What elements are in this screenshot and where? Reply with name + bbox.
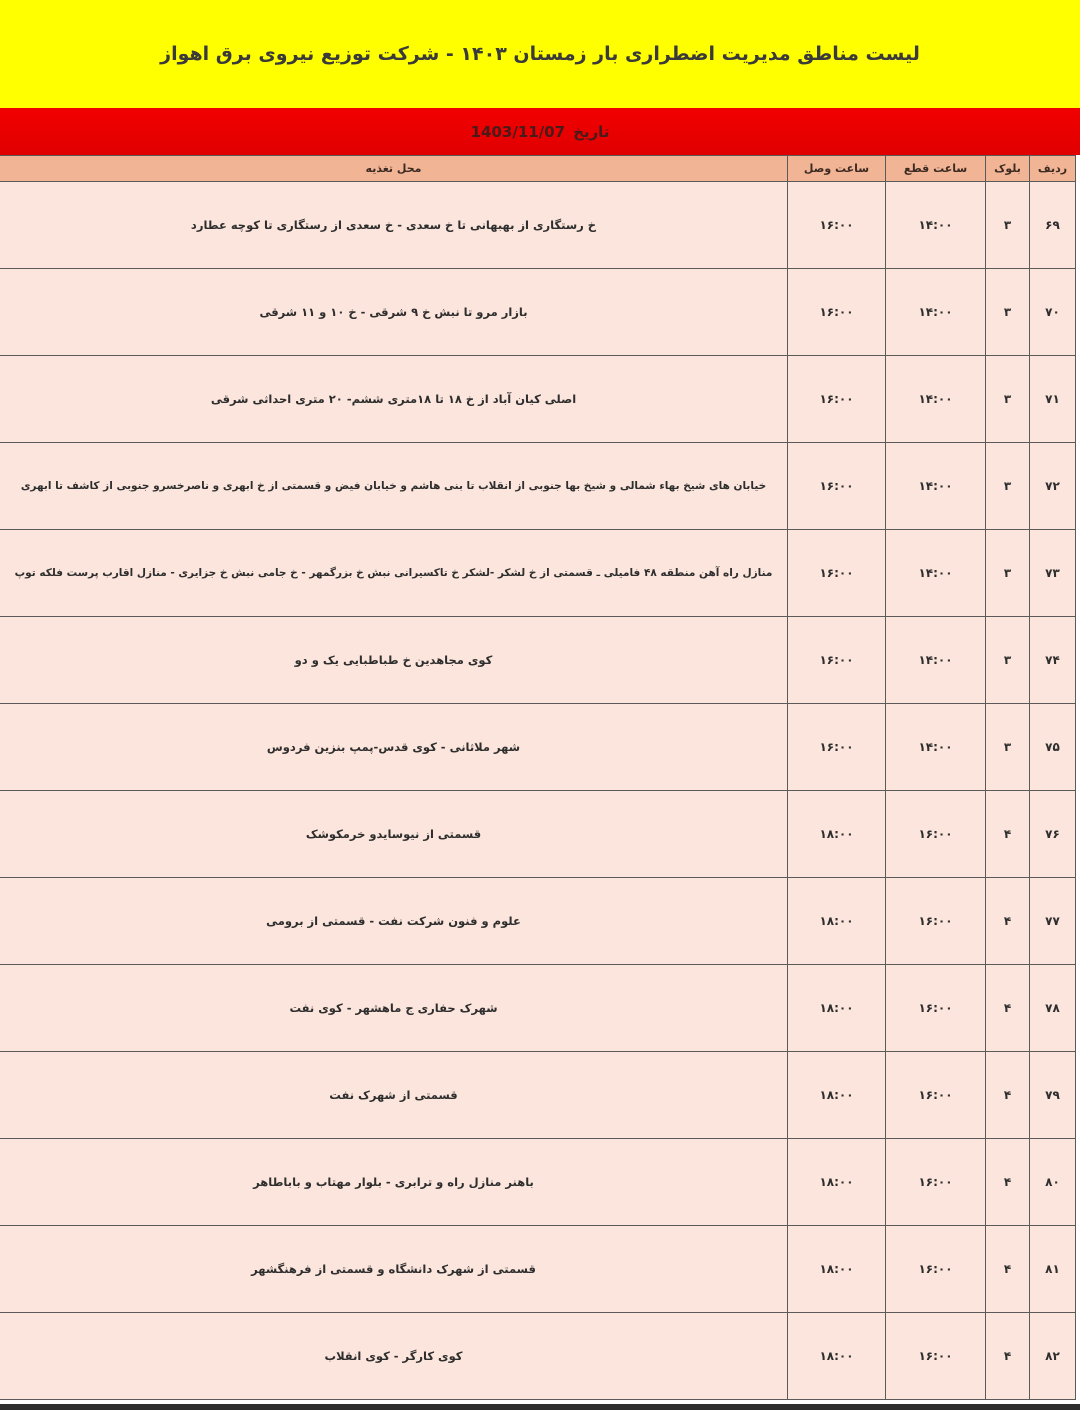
row-number-cell: ۷۲ — [1030, 443, 1076, 530]
cut-time-cell: ۱۶:۰۰ — [886, 1313, 986, 1400]
table-row — [0, 965, 1076, 1052]
page-title: لیست مناطق مدیریت اضطراری بار زمستان ۱۴۰۳ - شرکت توزیع نیروی برق اهواز — [160, 43, 920, 65]
block-cell: ۴ — [986, 1313, 1030, 1400]
block-cell: ۳ — [986, 182, 1030, 269]
table-row — [0, 1226, 1076, 1313]
table-row — [0, 1313, 1076, 1400]
location-cell: شهر ملاثانی - کوی قدس-پمپ بنزین فردوس — [0, 704, 788, 791]
row-number-cell: ۷۱ — [1030, 356, 1076, 443]
location-cell: خیابان های شیخ بهاء شمالی و شیخ بها جنوبی از انقلاب تا بنی هاشم و خیابان فیض و قسمتی از خ ابهری و ناصرخسرو جنوبی از کاشف تا ابهری — [0, 443, 788, 530]
row-number-cell: ۷۷ — [1030, 878, 1076, 965]
row-number-cell: ۷۸ — [1030, 965, 1076, 1052]
column-header-row-number: ردیف — [1030, 156, 1076, 182]
connect-time-cell: ۱۶:۰۰ — [788, 704, 886, 791]
connect-time-cell: ۱۶:۰۰ — [788, 356, 886, 443]
cut-time-cell: ۱۴:۰۰ — [886, 356, 986, 443]
location-cell: باهنر منازل راه و ترابری - بلوار مهتاب و باباطاهر — [0, 1139, 788, 1226]
date-label: تاریخ — [573, 122, 610, 141]
table-row — [0, 1139, 1076, 1226]
block-cell: ۴ — [986, 1226, 1030, 1313]
table-row — [0, 617, 1076, 704]
location-cell: کوی مجاهدین خ طباطبایی یک و دو — [0, 617, 788, 704]
location-cell: علوم و فنون شرکت نفت - قسمتی از برومی — [0, 878, 788, 965]
row-number-cell: ۷۰ — [1030, 269, 1076, 356]
cut-time-cell: ۱۶:۰۰ — [886, 878, 986, 965]
column-header-block: بلوک — [986, 156, 1030, 182]
block-cell: ۴ — [986, 878, 1030, 965]
cut-time-cell: ۱۴:۰۰ — [886, 443, 986, 530]
block-cell: ۳ — [986, 704, 1030, 791]
table-row — [0, 443, 1076, 530]
outage-table — [0, 155, 1076, 1400]
cut-time-cell: ۱۶:۰۰ — [886, 1139, 986, 1226]
table-header-row — [0, 156, 1076, 182]
connect-time-cell: ۱۶:۰۰ — [788, 617, 886, 704]
block-cell: ۳ — [986, 443, 1030, 530]
location-cell: قسمتی از نیوسایدو خرمکوشک — [0, 791, 788, 878]
cut-time-cell: ۱۴:۰۰ — [886, 269, 986, 356]
connect-time-cell: ۱۸:۰۰ — [788, 1052, 886, 1139]
row-number-cell: ۶۹ — [1030, 182, 1076, 269]
cut-time-cell: ۱۶:۰۰ — [886, 965, 986, 1052]
table-row — [0, 530, 1076, 617]
row-number-cell: ۷۴ — [1030, 617, 1076, 704]
connect-time-cell: ۱۸:۰۰ — [788, 1226, 886, 1313]
cut-time-cell: ۱۶:۰۰ — [886, 1226, 986, 1313]
table-row — [0, 269, 1076, 356]
title-banner — [0, 0, 1080, 108]
cut-time-cell: ۱۴:۰۰ — [886, 182, 986, 269]
table-row — [0, 1052, 1076, 1139]
row-number-cell: ۸۱ — [1030, 1226, 1076, 1313]
connect-time-cell: ۱۸:۰۰ — [788, 878, 886, 965]
bottom-divider — [0, 1404, 1080, 1410]
cut-time-cell: ۱۶:۰۰ — [886, 791, 986, 878]
location-cell: قسمتی از شهرک دانشگاه و قسمتی از فرهنگشهر — [0, 1226, 788, 1313]
cut-time-cell: ۱۴:۰۰ — [886, 530, 986, 617]
table-row — [0, 356, 1076, 443]
column-header-location: محل تغذیه — [0, 156, 788, 182]
cut-time-cell: ۱۴:۰۰ — [886, 617, 986, 704]
block-cell: ۳ — [986, 269, 1030, 356]
block-cell: ۴ — [986, 791, 1030, 878]
block-cell: ۴ — [986, 1139, 1030, 1226]
cut-time-cell: ۱۶:۰۰ — [886, 1052, 986, 1139]
row-number-cell: ۷۳ — [1030, 530, 1076, 617]
block-cell: ۳ — [986, 530, 1030, 617]
table-row — [0, 182, 1076, 269]
connect-time-cell: ۱۶:۰۰ — [788, 182, 886, 269]
block-cell: ۴ — [986, 965, 1030, 1052]
table-body — [0, 182, 1076, 1400]
cut-time-cell: ۱۴:۰۰ — [886, 704, 986, 791]
date-value: 1403/11/07 — [470, 122, 566, 141]
connect-time-cell: ۱۸:۰۰ — [788, 965, 886, 1052]
table-row — [0, 704, 1076, 791]
outage-table-container — [0, 155, 1076, 1400]
block-cell: ۳ — [986, 617, 1030, 704]
date-banner — [0, 108, 1080, 155]
location-cell: اصلی کیان آباد از خ ۱۸ تا ۱۸متری ششم- ۲۰ متری احداثی شرقی — [0, 356, 788, 443]
location-cell: بازار مرو تا نبش خ ۹ شرقی - خ ۱۰ و ۱۱ شرقی — [0, 269, 788, 356]
location-cell: خ رستگاری از بهبهانی تا خ سعدی - خ سعدی از رستگاری تا کوچه عطارد — [0, 182, 788, 269]
column-header-connect-time: ساعت وصل — [788, 156, 886, 182]
location-cell: شهرک حفاری ج ماهشهر - کوی نفت — [0, 965, 788, 1052]
connect-time-cell: ۱۸:۰۰ — [788, 791, 886, 878]
table-row — [0, 791, 1076, 878]
column-header-cut-time: ساعت قطع — [886, 156, 986, 182]
connect-time-cell: ۱۸:۰۰ — [788, 1139, 886, 1226]
row-number-cell: ۷۶ — [1030, 791, 1076, 878]
table-row — [0, 878, 1076, 965]
connect-time-cell: ۱۶:۰۰ — [788, 269, 886, 356]
block-cell: ۴ — [986, 1052, 1030, 1139]
row-number-cell: ۸۲ — [1030, 1313, 1076, 1400]
location-cell: کوی کارگر - کوی انقلاب — [0, 1313, 788, 1400]
connect-time-cell: ۱۶:۰۰ — [788, 530, 886, 617]
connect-time-cell: ۱۸:۰۰ — [788, 1313, 886, 1400]
row-number-cell: ۷۹ — [1030, 1052, 1076, 1139]
row-number-cell: ۷۵ — [1030, 704, 1076, 791]
connect-time-cell: ۱۶:۰۰ — [788, 443, 886, 530]
location-cell: قسمتی از شهرک نفت — [0, 1052, 788, 1139]
row-number-cell: ۸۰ — [1030, 1139, 1076, 1226]
block-cell: ۳ — [986, 356, 1030, 443]
location-cell: منازل راه آهن منطقه ۴۸ فامیلی ـ قسمتی از خ لشکر -لشکر خ تاکسیرانی نبش خ بزرگمهر - خ جامی نبش خ جزایری - منازل اقارب پرست فلکه توپ — [0, 530, 788, 617]
